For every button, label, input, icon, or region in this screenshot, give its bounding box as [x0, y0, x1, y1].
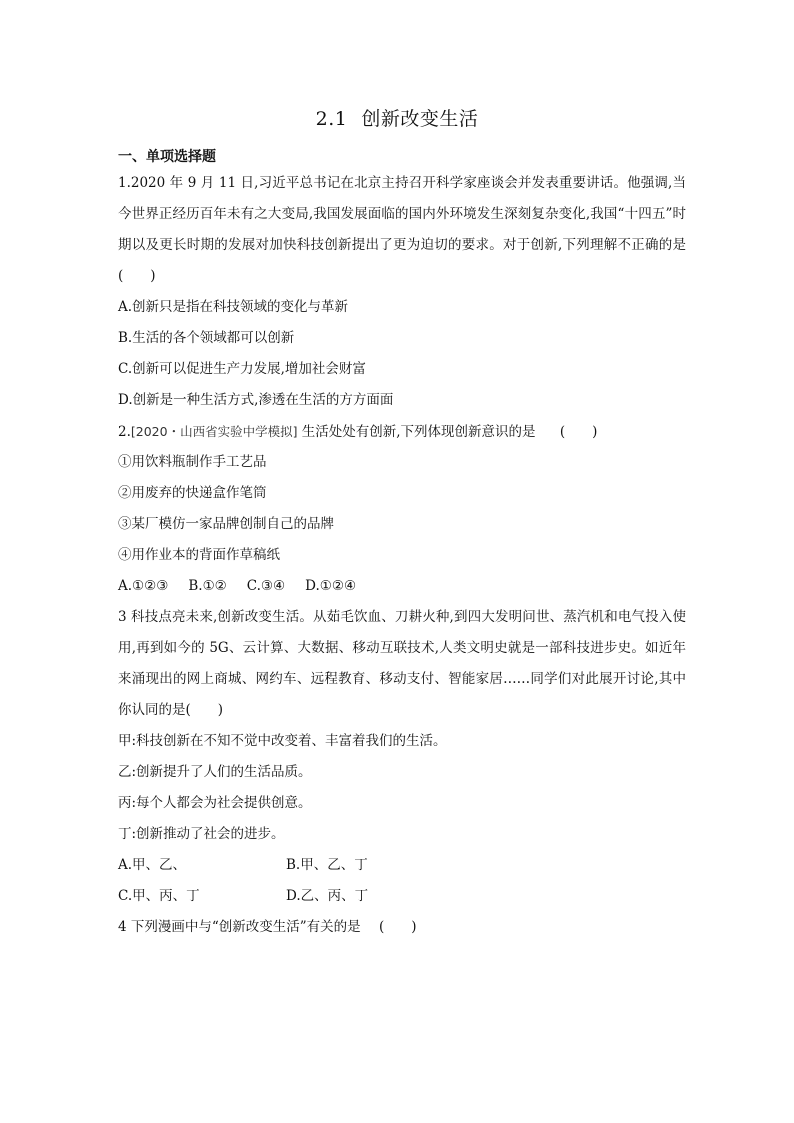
- title-number: 2.1: [315, 108, 348, 130]
- question-1-option-b[interactable]: B.生活的各个领域都可以创新: [118, 330, 295, 346]
- question-2-option-b[interactable]: B.①②: [188, 578, 227, 594]
- question-3-options-row-2: [118, 881, 686, 912]
- question-3-options-row-1: [118, 850, 686, 881]
- question-2-stem: [118, 416, 686, 447]
- question-list: [118, 168, 686, 943]
- question-2-blank: ( ): [559, 424, 598, 440]
- question-2-item-1: ①用饮料瓶制作手工艺品: [118, 454, 267, 470]
- question-3-item-jia: 甲:科技创新在不知不觉中改变着、丰富着我们的生活。: [118, 733, 447, 749]
- question-3-option-d[interactable]: D.乙、丙、丁: [286, 888, 369, 904]
- question-4-stem: [118, 912, 686, 943]
- question-3-option-c[interactable]: C.甲、丙、丁: [118, 888, 200, 904]
- question-2-item-3: ③某厂模仿一家品牌创制自己的品牌: [118, 516, 334, 532]
- page-title: [0, 104, 794, 131]
- title-text: 创新改变生活: [361, 108, 479, 130]
- section-heading: 一、单项选择题: [118, 149, 216, 165]
- question-3-item-ding: 丁:创新推动了社会的进步。: [118, 826, 285, 842]
- question-1-stem: 1.2020 年 9 月 11 日,习近平总书记在北京主持召开科学家座谈会并发表重要讲话。他强调,当今世界正经历百年未有之大变局,我国发展面临的国内外环境发生深刻复杂变化,我国“十四五”时期以及更长时期的发展对加快科技创新提出了更为迫切的要求。对于创新,下列理解不正确的是( ): [118, 175, 686, 284]
- question-2-options: [118, 571, 686, 602]
- question-1-option-a[interactable]: A.创新只是指在科技领域的变化与革新: [118, 299, 349, 315]
- question-2-text: 生活处处有创新,下列体现创新意识的是: [301, 424, 536, 440]
- question-3-option-a[interactable]: A.甲、乙、: [118, 857, 187, 873]
- question-3-option-b[interactable]: B.甲、乙、丁: [286, 857, 368, 873]
- question-2-source: [2020・山西省实验中学模拟]: [130, 424, 298, 439]
- question-1-option-c[interactable]: C.创新可以促进生产力发展,增加社会财富: [118, 361, 366, 377]
- question-2-item-2: ②用废弃的快递盒作笔筒: [118, 485, 267, 501]
- question-4-blank: ( ): [378, 919, 417, 935]
- question-3-item-yi: 乙:创新提升了人们的生活品质。: [118, 764, 312, 780]
- question-2-number: 2.: [118, 424, 131, 440]
- question-2-option-d[interactable]: D.①②④: [305, 578, 357, 594]
- question-3-item-bing: 丙:每个人都会为社会提供创意。: [118, 795, 312, 811]
- question-3-stem: 3 科技点亮未来,创新改变生活。从茹毛饮血、刀耕火种,到四大发明问世、蒸汽机和电气投入使用,再到如今的 5G、云计算、大数据、移动互联技术,人类文明史就是一部科技进步史。如近年来涌现出的网上商城、网约车、远程教育、移动支付、智能家居……同学们对此展开讨论,其中你认同的是( ): [118, 609, 686, 718]
- question-2-item-4: ④用作业本的背面作草稿纸: [118, 547, 280, 563]
- question-2-option-c[interactable]: C.③④: [246, 578, 286, 594]
- question-4-text: 4 下列漫画中与“创新改变生活”有关的是: [118, 919, 361, 935]
- question-1-option-d[interactable]: D.创新是一种生活方式,渗透在生活的方方面面: [118, 392, 394, 408]
- question-2-option-a[interactable]: A.①②③: [118, 578, 169, 594]
